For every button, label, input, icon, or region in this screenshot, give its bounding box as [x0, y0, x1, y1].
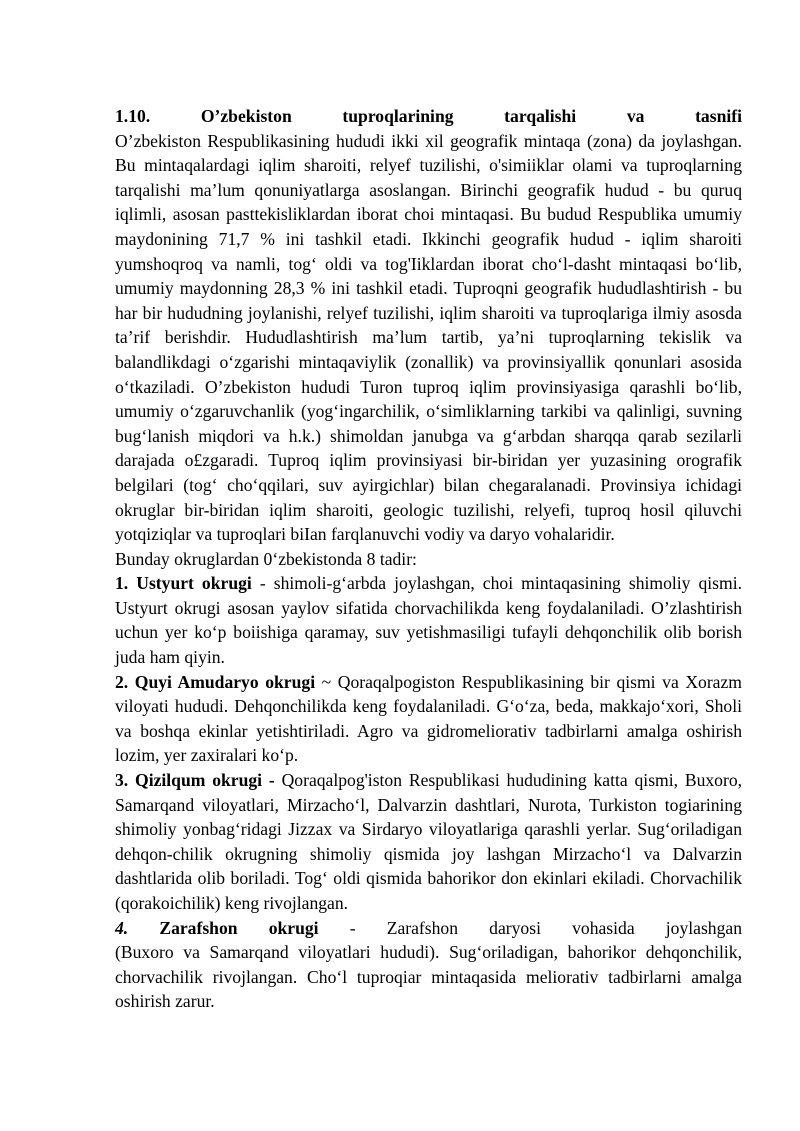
section-heading: 1.10. O’zbekiston tuproqlarining tarqalishi va tasnifi	[115, 106, 742, 126]
okrug-count-line: Bunday okruglardan 0‘zbekistonda 8 tadir:	[115, 548, 417, 569]
okrug-ustyurt-title: 1. Ustyurt okrugi	[115, 573, 252, 594]
okrug-qizilqum-text: Qoraqalpog'iston Respublikasi hududining katta qismi, Buxoro, Samarqand viloyatlari, Mirzacho‘l, Dalvarzin dashtlari, Nurota, Turkiston togiarining shimoliy yonbag‘ridagi Jizzax va Sirdaryo viloyatlariga qarashli yerlar. Sug‘oriladigan dehqon-chilik okrugning shimoliy qismida joy lashgan Mirzacho‘l va Dalvarzin dashtlarida olib boriladi. Tog‘ oldi qismida bahorikor don ekinlari ekiladi. Chorvachilik (qorakoichilik) keng rivojlangan.	[115, 770, 743, 913]
okrug-quyi-amudaryo-text: Qoraqalpogiston Respublikasining bir qismi va Xorazm viloyati hududi. Dehqonchilikda keng foydalaniladi. G‘o‘za, beda, makkajo‘xori, Sholi va boshqa ekinlar yetishtiriladi. Agro va gidromeliorativ tadbirlarni amalga oshirish lozim, yer zaxiralari ko‘p.	[115, 671, 742, 766]
okrug-zarafshon-title: Zarafshon okrugi	[159, 917, 319, 938]
okrug-ustyurt-separator: -	[251, 573, 274, 594]
okrug-qizilqum-title: 3. Qizilqum okrugi	[115, 770, 263, 791]
okrug-qizilqum	[115, 768, 742, 916]
okrug-quyi-amudaryo	[115, 670, 742, 768]
okrug-zarafshon-number: 4.	[115, 917, 129, 938]
okrug-ustyurt	[115, 571, 742, 669]
okrug-zarafshon-separator: -	[318, 917, 387, 938]
intro-paragraph: O’zbekiston Respublikasining hududi ikki xil geografik mintaqa (zona) da joylashgan. Bu mintaqalardagi iqlim sharoiti, relyef tuzilishi, o'simiiklar olami va tuproqlarning tarqalishi ma’lum qonuniyatlarga asoslangan. Birinchi geografik hudud - bu quruq iqlimli, asosan pasttekisliklardan iborat choi mintaqasi. Bu budud Respublika umumiy maydonining 71,7 % ini tashkil etadi. Ikkinchi geografik hudud - iqlim sharoiti yumshoqroq va namli, tog‘ oldi va tog'Iiklardan iborat cho‘l-dasht mintaqasi bo‘lib, umumiy maydonning 28,3 % ini tashkil etadi. Tuproqni geografik hududlashtirish - bu har bir hududning joylanishi, relyef tuzilishi, iqlim sharoiti va tuproqlariga ilmiy asosda ta’rif berishdir. Hududlashtirish ma’lum tartib, ya’ni tuproqlarning tekislik va balandlikdagi o‘zgarishi mintaqaviylik (zonallik) va provinsiyallik qonunlari asosida o‘tkaziladi. O’zbekiston hududi Turon tuproq iqlim provinsiyasiga qarashli bo‘lib, umumiy o‘zgaruvchanlik (yog‘ingarchilik, o‘simliklarning tarkibi va qalinligi, suvning bug‘lanish miqdori va h.k.) shimoldan janubga va g‘arbdan sharqqa qarab sezilarli darajada o£zgaradi. Tuproq iqlim provinsiyasi bir-biridan yer yuzasining orografik belgilari (tog‘ cho‘qqilari, suv ayirgichlar) bilan chegaralanadi. Provinsiya ichidagi okruglar bir-biridan iqlim sharoiti, geologic tuzilishi, relyefi, tuproq hosil qiluvchi yotqiziqlar va tuproqlari biIan farqlanuvchi vodiy va daryo vohalaridir.	[115, 130, 742, 545]
okrug-zarafshon-first-line-text: Zarafshon daryosi vohasida joylashgan	[386, 917, 743, 938]
okrug-zarafshon-first-line	[115, 916, 742, 941]
okrug-zarafshon-text: (Buxoro va Samarqand viloyatlari hududi). Sug‘oriladigan, bahorikor dehqonchilik, chorvachilik rivojlangan. Cho‘l tuproqiar mintaqasida meliorativ tadbirlarni amalga oshirish zarur.	[115, 942, 742, 1012]
okrug-qizilqum-separator: -	[262, 770, 282, 791]
document-page	[115, 104, 742, 1014]
okrug-quyi-amudaryo-title: 2. Quyi Amudaryo okrugi	[115, 671, 316, 692]
okrug-quyi-amudaryo-separator: ~	[315, 671, 338, 692]
okrug-ustyurt-text: shimoli-g‘arbda joylashgan, choi mintaqasining shimoliy qismi. Ustyurt okrugi asosan yaylov sifatida chorvachilikda keng foydalaniladi. O’zlashtirish uchun yer ko‘p boiishiga qaramay, suv yetishmasiligi tufayli dehqonchilik olib borish juda ham qiyin.	[115, 573, 742, 668]
